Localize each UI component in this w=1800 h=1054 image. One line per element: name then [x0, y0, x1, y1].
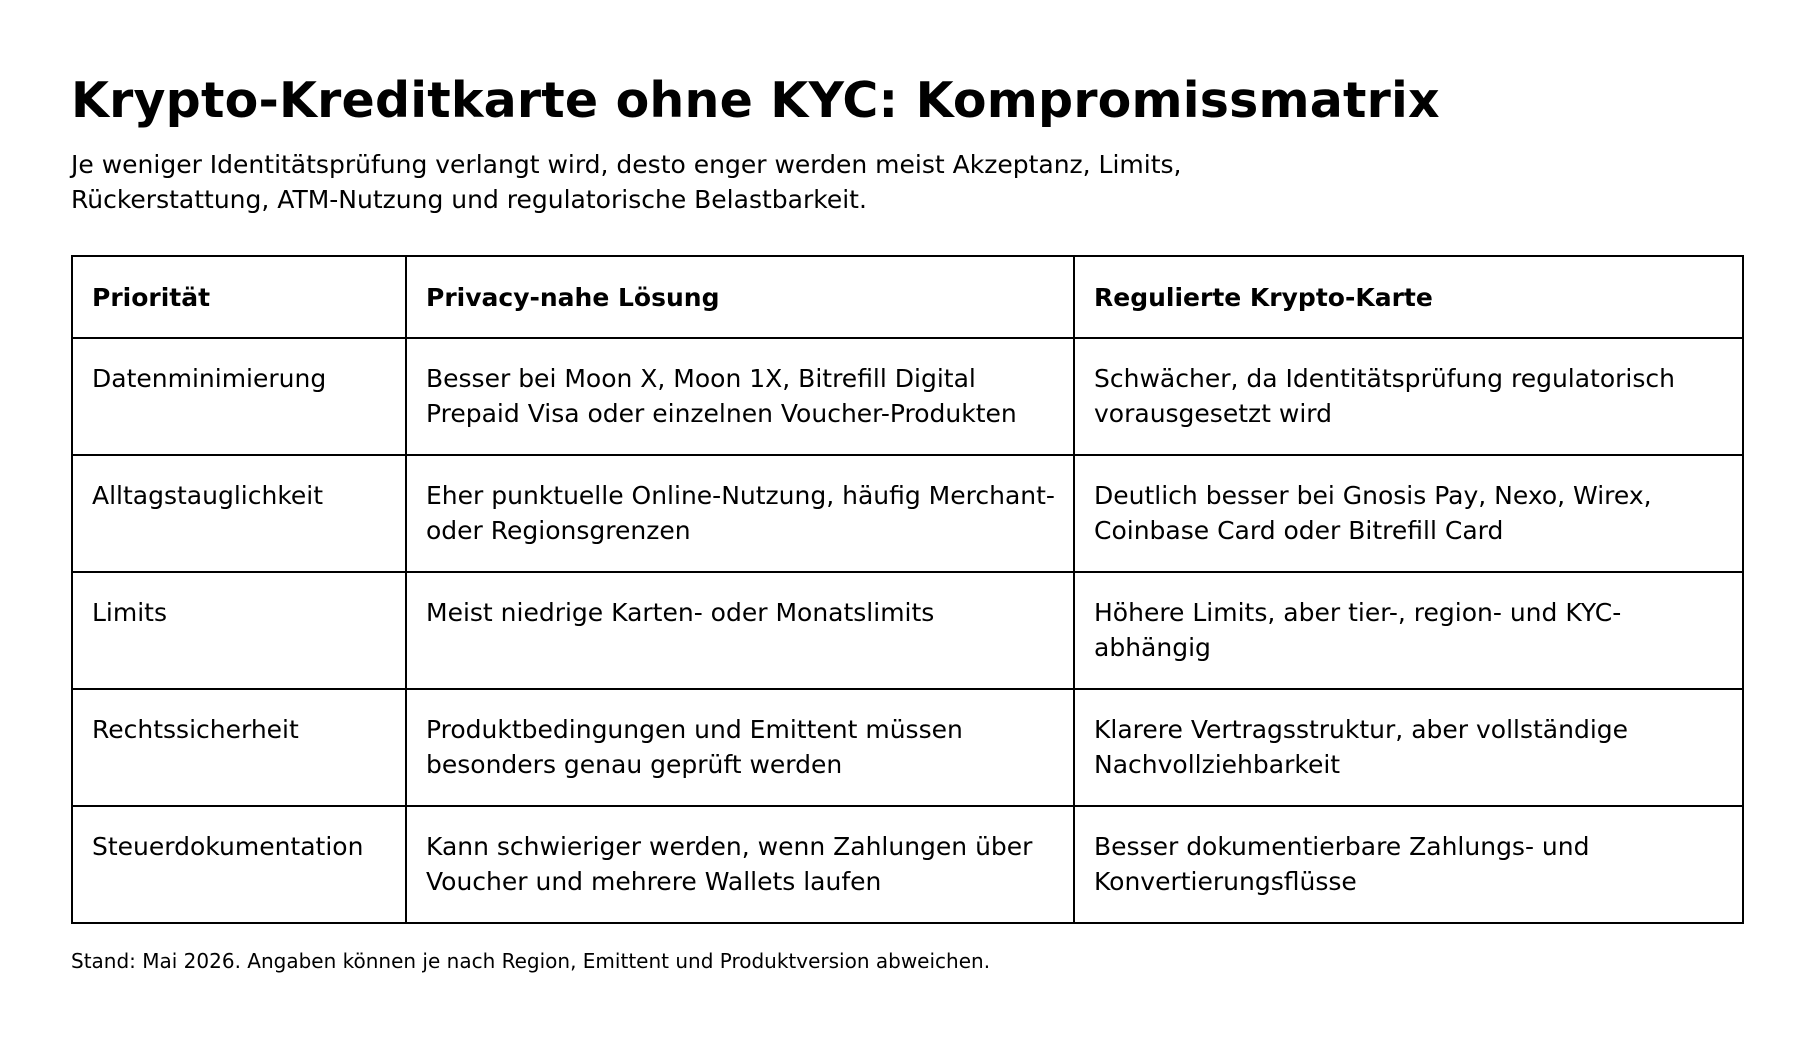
header-privacy-solution: Privacy-nahe Lösung: [406, 256, 1074, 338]
row-priority-cell: Datenminimierung: [72, 338, 406, 455]
row-regulated-cell: Klarere Vertragsstruktur, aber vollständige Nachvollziehbarkeit: [1074, 689, 1743, 806]
row-privacy-cell: Produktbedingungen und Emittent müssen besonders genau geprüft werden: [406, 689, 1074, 806]
table-row: [72, 689, 1743, 806]
footnote: Stand: Mai 2026. Angaben können je nach Region, Emittent und Produktversion abweichen.: [71, 949, 991, 973]
row-priority-cell: Rechtssicherheit: [72, 689, 406, 806]
header-regulated-card: Regulierte Krypto-Karte: [1074, 256, 1743, 338]
row-priority-cell: Steuerdokumentation: [72, 806, 406, 923]
row-regulated-cell: Schwächer, da Identitätsprüfung regulatorisch vorausgesetzt wird: [1074, 338, 1743, 455]
row-priority-cell: Limits: [72, 572, 406, 689]
row-privacy-cell: Kann schwieriger werden, wenn Zahlungen über Voucher und mehrere Wallets laufen: [406, 806, 1074, 923]
page-title: Krypto-Kreditkarte ohne KYC: Kompromissmatrix: [71, 72, 1440, 129]
compromise-matrix-table: [71, 255, 1744, 924]
table-header-row: [72, 256, 1743, 338]
table-row: [72, 455, 1743, 572]
row-regulated-cell: Deutlich besser bei Gnosis Pay, Nexo, Wirex, Coinbase Card oder Bitrefill Card: [1074, 455, 1743, 572]
row-privacy-cell: Eher punktuelle Online-Nutzung, häufig Merchant- oder Regionsgrenzen: [406, 455, 1074, 572]
header-priority: Priorität: [72, 256, 406, 338]
table-row: [72, 572, 1743, 689]
row-priority-cell: Alltagstauglichkeit: [72, 455, 406, 572]
page-subtitle: Je weniger Identitätsprüfung verlangt wird, desto enger werden meist Akzeptanz, Limits, Rückerstattung, ATM-Nutzung und regulatorische Belastbarkeit.: [71, 150, 1182, 214]
row-regulated-cell: Besser dokumentierbare Zahlungs- und Konvertierungsflüsse: [1074, 806, 1743, 923]
row-regulated-cell: Höhere Limits, aber tier-, region- und KYC-abhängig: [1074, 572, 1743, 689]
row-privacy-cell: Besser bei Moon X, Moon 1X, Bitrefill Digital Prepaid Visa oder einzelnen Voucher-Produkten: [406, 338, 1074, 455]
row-privacy-cell: Meist niedrige Karten- oder Monatslimits: [406, 572, 1074, 689]
table-row: [72, 806, 1743, 923]
table-row: [72, 338, 1743, 455]
